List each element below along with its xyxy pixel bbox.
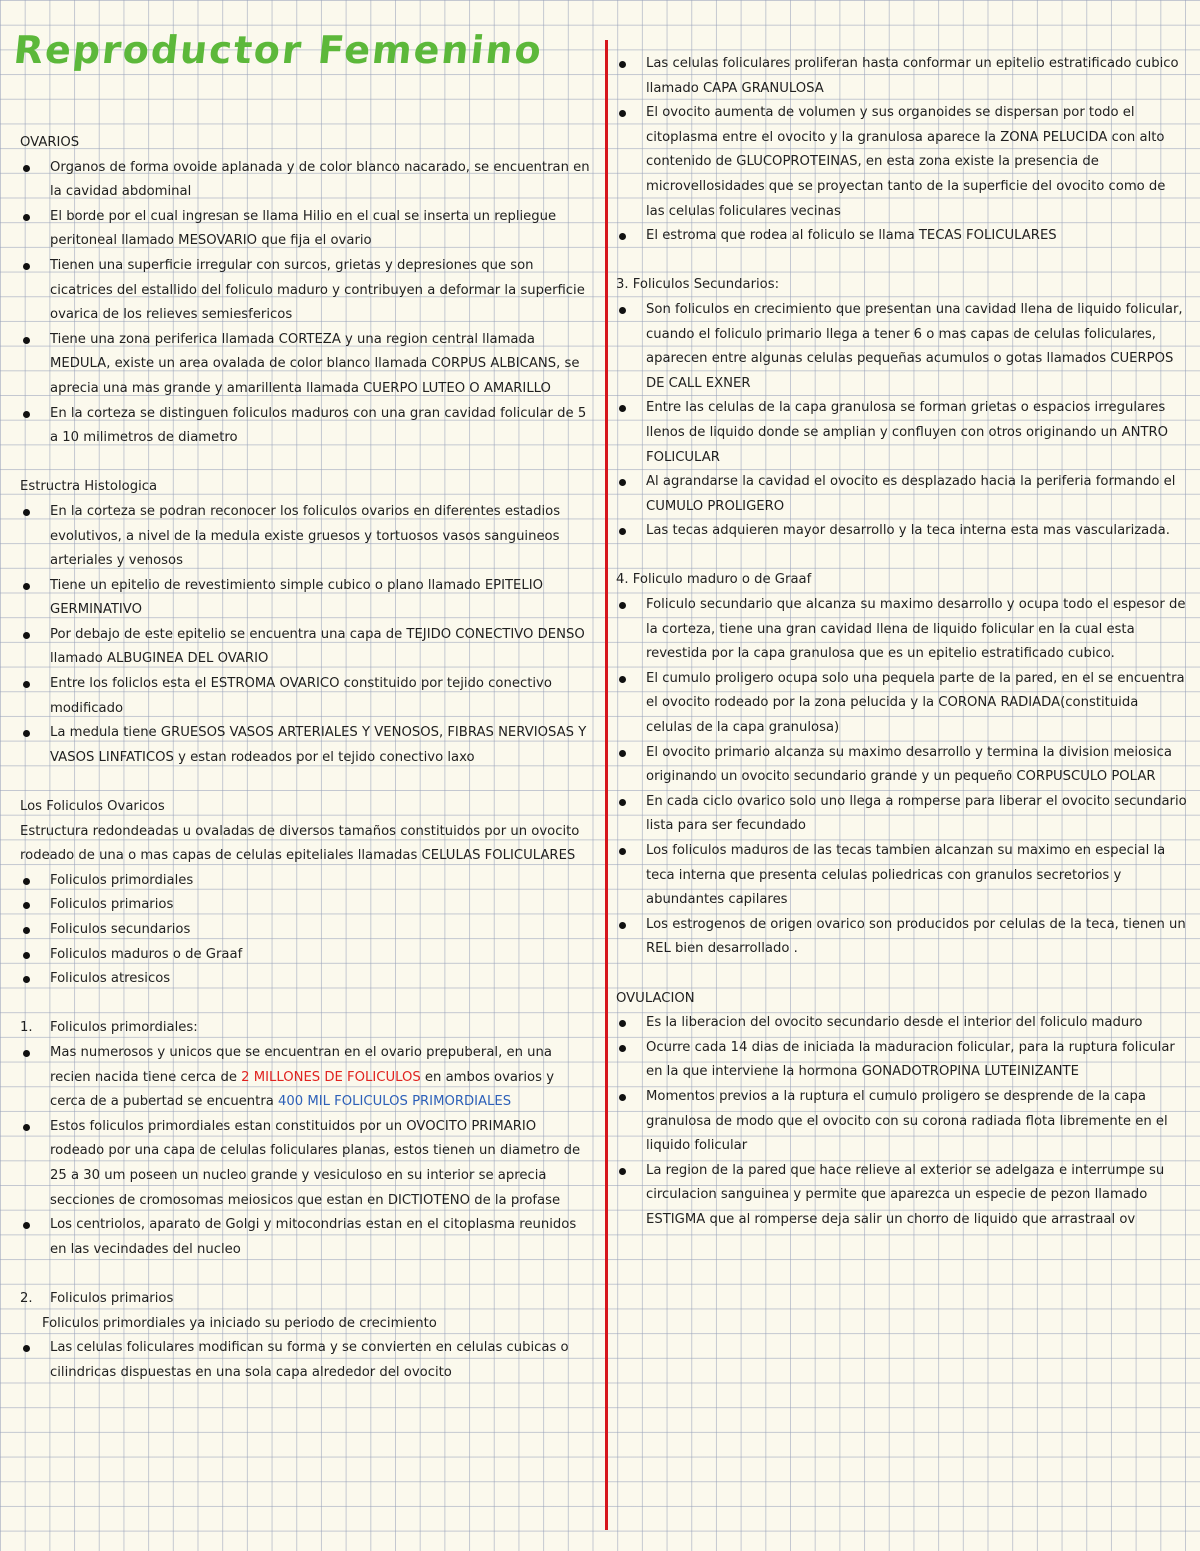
section-number: 2.	[20, 1290, 33, 1306]
section-heading-foliculos: Los Foliculos Ovaricos	[20, 799, 165, 815]
secundarios-list	[616, 298, 1188, 544]
list-item: La medula tiene GRUESOS VASOS ARTERIALES Y VENOSOS, FIBRAS NERVIOSAS Y VASOS LINFATICOS y estan rodeados por el tejido conectivo laxo	[20, 721, 592, 770]
list-item	[20, 1041, 592, 1115]
list-item: Foliculos primarios	[20, 893, 592, 918]
ovarios-list	[20, 156, 592, 451]
list-item: Foliculos atresicos	[20, 967, 592, 992]
list-item: Son foliculos en crecimiento que presentan una cavidad llena de liquido folicular, cuando el foliculo primario llega a tener 6 o mas capas de celulas foliculares, aparecen entre algunas celulas pequeñas acumulos o gotas llamados CUERPOS DE CALL EXNER	[616, 298, 1188, 396]
list-item: Las tecas adquieren mayor desarrollo y la teca interna esta mas vascularizada.	[616, 519, 1188, 544]
primarios-subheading: Foliculos primordiales ya iniciado su periodo de crecimiento	[42, 1315, 437, 1331]
graaf-list	[616, 593, 1188, 962]
highlight-red-text: 2 MILLONES DE FOLICULOS	[241, 1069, 421, 1085]
foliculos-list	[20, 869, 592, 992]
list-item: Las celulas foliculares modifican su forma y se convierten en celulas cubicas o cilindricas dispuestas en una sola capa alrededor del ovocito	[20, 1336, 592, 1385]
section-heading-graaf: 4. Foliculo maduro o de Graaf	[616, 572, 812, 588]
list-item: El cumulo proligero ocupa solo una pequela parte de la pared, en el se encuentra el ovocito rodeado por la zona pelucida y la CORONA RADIADA(constituida celulas de la capa granulosa)	[616, 667, 1188, 741]
primarios-continued-list	[616, 52, 1188, 249]
section-heading-primarios	[20, 1287, 592, 1312]
list-item: El ovocito primario alcanza su maximo desarrollo y termina la division meiosica originando un ovocito secundario grande y un pequeño CORPUSCULO POLAR	[616, 741, 1188, 790]
list-item: Organos de forma ovoide aplanada y de color blanco nacarado, se encuentran en la cavidad abdominal	[20, 156, 592, 205]
section-heading-text: Foliculos primarios	[50, 1290, 174, 1306]
list-item: Foliculos secundarios	[20, 918, 592, 943]
list-item: En cada ciclo ovarico solo uno llega a romperse para liberar el ovocito secundario lista para ser fecundado	[616, 790, 1188, 839]
list-item: Tiene un epitelio de revestimiento simple cubico o plano llamado EPITELIO GERMINATIVO	[20, 574, 592, 623]
section-heading-ovulacion: OVULACION	[616, 990, 695, 1006]
list-item: Tiene una zona periferica llamada CORTEZA y una region central llamada MEDULA, existe un area ovalada de color blanco llamada CORPUS ALBICANS, se aprecia una mas grande y amarillenta llamada CUERPO LUTEO O AMARILLO	[20, 328, 592, 402]
list-item: El estroma que rodea al foliculo se llama TECAS FOLICULARES	[616, 224, 1188, 249]
list-item: Es la liberacion del ovocito secundario desde el interior del foliculo maduro	[616, 1011, 1188, 1036]
list-item: Los foliculos maduros de las tecas tambien alcanzan su maximo en especial la teca interna que presenta celulas poliedricas con granulos secretorios y abundantes capilares	[616, 839, 1188, 913]
section-heading-secundarios: 3. Foliculos Secundarios:	[616, 277, 780, 293]
list-item: Los estrogenos de origen ovarico son producidos por celulas de la teca, tienen un REL bien desarrollado .	[616, 913, 1188, 962]
list-item: El borde por el cual ingresan se llama Hilio en el cual se inserta un repliegue peritoneal llamado MESOVARIO que fija el ovario	[20, 205, 592, 254]
list-item: Los centriolos, aparato de Golgi y mitocondrias estan en el citoplasma reunidos en las vecindades del nucleo	[20, 1213, 592, 1262]
section-heading-primordiales	[20, 1016, 592, 1041]
ovulacion-list	[616, 1011, 1188, 1232]
histologica-list	[20, 500, 592, 771]
section-heading-ovarios: OVARIOS	[20, 135, 80, 150]
page-title: Reproductor Femenino	[11, 28, 546, 72]
list-item: Foliculos primordiales	[20, 869, 592, 894]
list-item: Entre los foliclos esta el ESTROMA OVARICO constituido por tejido conectivo modificado	[20, 672, 592, 721]
list-item: Foliculo secundario que alcanza su maximo desarrollo y ocupa todo el espesor de la corteza, tiene una gran cavidad llena de liquido folicular en la cual esta revestida por la capa granulosa que es un epitelio estratificado cubico.	[616, 593, 1188, 667]
list-item: Ocurre cada 14 dias de iniciada la maduracion folicular, para la ruptura folicular en la que interviene la hormona GONADOTROPINA LUTEINIZANTE	[616, 1036, 1188, 1085]
list-item: Entre las celulas de la capa granulosa se forman grietas o espacios irregulares llenos de liquido donde se amplian y confluyen con otros originando un ANTRO FOLICULAR	[616, 396, 1188, 470]
list-item: Al agrandarse la cavidad el ovocito es desplazado hacia la periferia formando el CUMULO PROLIGERO	[616, 470, 1188, 519]
list-item: Por debajo de este epitelio se encuentra una capa de TEJIDO CONECTIVO DENSO llamado ALBUGINEA DEL OVARIO	[20, 623, 592, 672]
text-segment: en ambos ovarios y cerca de a pubertad se encuentra	[50, 1069, 554, 1110]
highlight-blue-text: 400 MIL FOLICULOS PRIMORDIALES	[278, 1094, 512, 1110]
foliculos-paragraph: Estructura redondeadas u ovaladas de diversos tamaños constituidos por un ovocito rodeado de una o mas capas de celulas epiteliales llamadas CELULAS FOLICULARES	[20, 823, 580, 864]
right-column	[616, 52, 1188, 1233]
left-column	[20, 131, 592, 1385]
list-item: El ovocito aumenta de volumen y sus organoides se dispersan por todo el citoplasma entre el ovocito y la granulosa aparece la ZONA PELUCIDA con alto contenido de GLUCOPROTEINAS, en esta zona existe la presencia de microvellosidades que se proyectan tanto de la superficie del ovocito como de las celulas foliculares vecinas	[616, 101, 1188, 224]
list-item: Tienen una superficie irregular con surcos, grietas y depresiones que son cicatrices del estallido del foliculo maduro y contribuyen a deformar la superficie ovarica de los relieves semiesfericos	[20, 254, 592, 328]
primarios-list	[20, 1336, 592, 1385]
list-item: La region de la pared que hace relieve al exterior se adelgaza e interrumpe su circulacion sanguinea y permite que aparezca un especie de pezon llamado ESTIGMA que al romperse deja salir un chorro de liquido que arrastraal ov	[616, 1159, 1188, 1233]
list-item: Las celulas foliculares proliferan hasta conformar un epitelio estratificado cubico llamado CAPA GRANULOSA	[616, 52, 1188, 101]
list-item: Estos foliculos primordiales estan constituidos por un OVOCITO PRIMARIO rodeado por una capa de celulas foliculares planas, estos tienen un diametro de 25 a 30 um poseen un nucleo grande y vesiculoso en su interior se aprecia secciones de cromosomas meiosicos que estan en DICTIOTENO de la profase	[20, 1115, 592, 1213]
list-item: En la corteza se distinguen foliculos maduros con una gran cavidad folicular de 5 a 10 milimetros de diametro	[20, 402, 592, 451]
list-item: En la corteza se podran reconocer los foliculos ovarios en diferentes estadios evolutivos, a nivel de la medula existe gruesos y tortuosos vasos sanguineos arteriales y venosos	[20, 500, 592, 574]
text-segment: Mas numerosos y unicos que se encuentran en el ovario prepuberal, en una recien nacida tiene cerca de	[50, 1044, 552, 1085]
section-heading-histologica: Estructra Histologica	[20, 479, 158, 495]
section-number: 1.	[20, 1020, 33, 1036]
section-heading-text: Foliculos primordiales:	[50, 1020, 198, 1036]
primordiales-list	[20, 1041, 592, 1262]
list-item: Foliculos maduros o de Graaf	[20, 943, 592, 968]
list-item: Momentos previos a la ruptura el cumulo proligero se desprende de la capa granulosa de modo que el ovocito con su corona radiada flota libremente en el liquido folicular	[616, 1085, 1188, 1159]
margin-line	[605, 40, 608, 1530]
